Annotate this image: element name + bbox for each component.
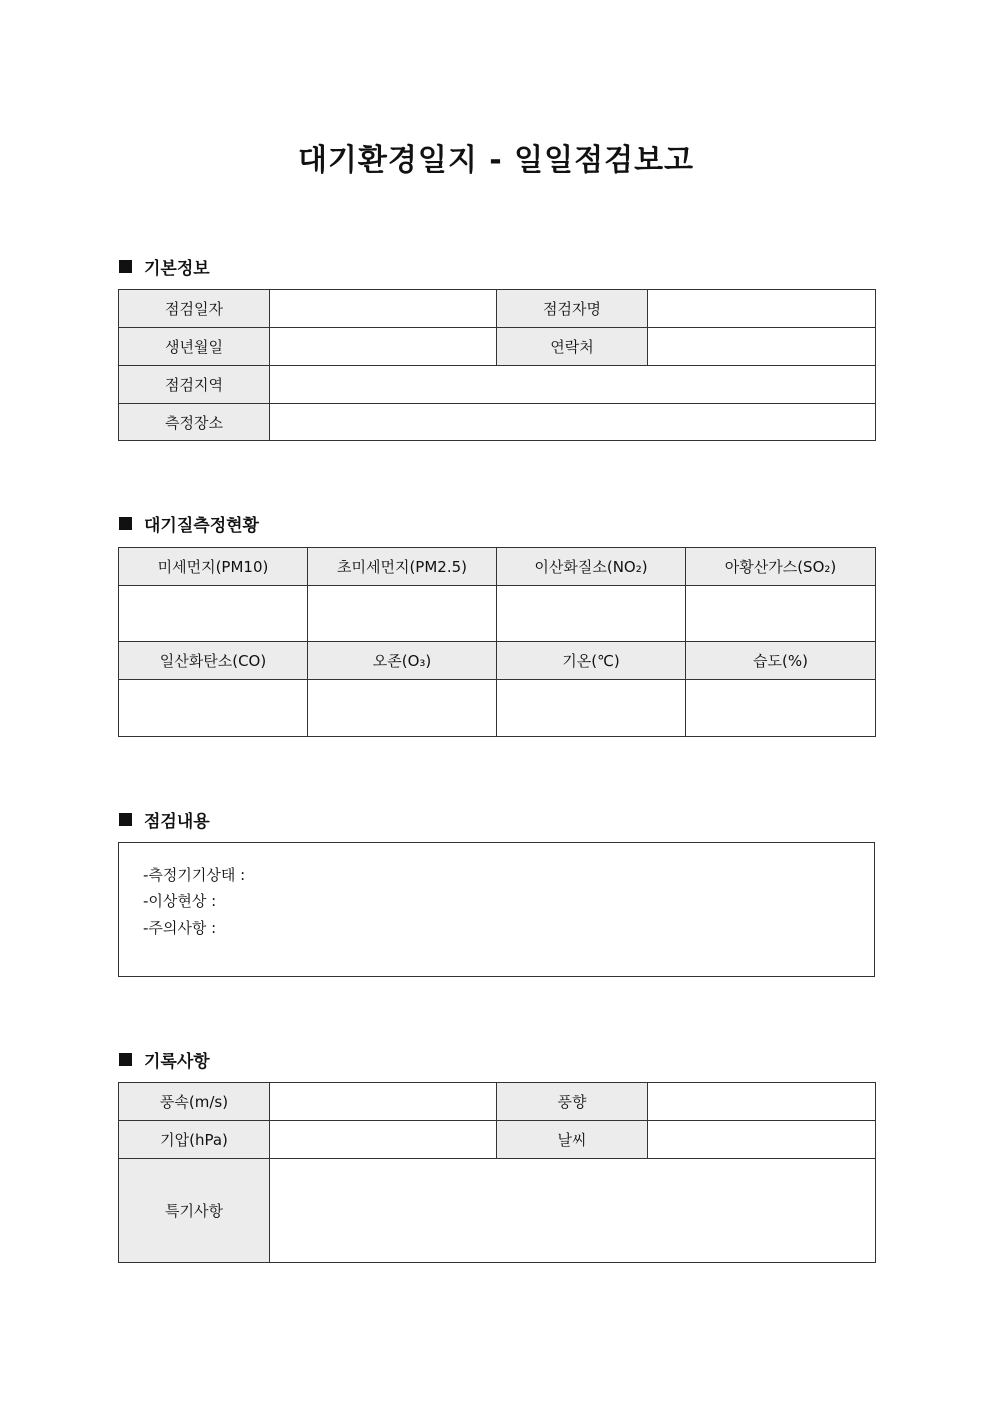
wind-speed-field[interactable] <box>270 1083 497 1121</box>
remarks-label: 특기사항 <box>119 1159 270 1263</box>
pressure-field[interactable] <box>270 1121 497 1159</box>
humidity-label: 습도(%) <box>686 642 876 680</box>
so2-label: 아황산가스(SO₂) <box>686 548 876 586</box>
o3-label: 오존(O₃) <box>308 642 497 680</box>
equipment-status-line: -측정기기상태 : <box>143 866 246 884</box>
weather-field[interactable] <box>648 1121 876 1159</box>
pm25-label: 초미세먼지(PM2.5) <box>308 548 497 586</box>
square-bullet-icon <box>119 260 132 273</box>
square-bullet-icon <box>119 1053 132 1066</box>
region-field[interactable] <box>270 366 876 404</box>
section-basic-info <box>119 254 210 279</box>
pm10-label: 미세먼지(PM10) <box>119 548 308 586</box>
wind-direction-field[interactable] <box>648 1083 876 1121</box>
pm25-field[interactable] <box>308 586 497 642</box>
records-table <box>118 1082 876 1263</box>
page-title: 대기환경일지 - 일일점검보고 <box>297 143 695 178</box>
co-field[interactable] <box>119 680 308 737</box>
inspection-date-label: 점검일자 <box>119 290 270 328</box>
weather-label: 날씨 <box>497 1121 648 1159</box>
inspector-label: 점검자명 <box>497 290 648 328</box>
co-label: 일산화탄소(CO) <box>119 642 308 680</box>
site-label: 측정장소 <box>119 404 270 441</box>
birth-date-label: 생년월일 <box>119 328 270 366</box>
wind-speed-label: 풍속(m/s) <box>119 1083 270 1121</box>
no2-label: 이산화질소(NO₂) <box>497 548 686 586</box>
o3-field[interactable] <box>308 680 497 737</box>
section-records <box>119 1047 210 1072</box>
remarks-field[interactable] <box>270 1159 876 1263</box>
section-air-quality <box>119 511 259 536</box>
section-heading: 대기질측정현황 <box>144 516 259 536</box>
section-heading: 기록사항 <box>144 1052 210 1072</box>
temperature-field[interactable] <box>497 680 686 737</box>
inspection-notes-box[interactable] <box>118 842 875 977</box>
pm10-field[interactable] <box>119 586 308 642</box>
caution-line: -주의사항 : <box>143 919 217 937</box>
section-heading: 기본정보 <box>144 259 210 279</box>
contact-label: 연락처 <box>497 328 648 366</box>
air-quality-table <box>118 547 876 737</box>
temperature-label: 기온(℃) <box>497 642 686 680</box>
square-bullet-icon <box>119 813 132 826</box>
so2-field[interactable] <box>686 586 876 642</box>
region-label: 점검지역 <box>119 366 270 404</box>
site-field[interactable] <box>270 404 876 441</box>
humidity-field[interactable] <box>686 680 876 737</box>
basic-info-table <box>118 289 876 441</box>
anomaly-line: -이상현상 : <box>143 892 217 910</box>
contact-field[interactable] <box>648 328 876 366</box>
inspection-date-field[interactable] <box>270 290 497 328</box>
section-heading: 점검내용 <box>144 812 210 832</box>
no2-field[interactable] <box>497 586 686 642</box>
inspector-field[interactable] <box>648 290 876 328</box>
section-inspection <box>119 807 210 832</box>
wind-direction-label: 풍향 <box>497 1083 648 1121</box>
pressure-label: 기압(hPa) <box>119 1121 270 1159</box>
square-bullet-icon <box>119 517 132 530</box>
birth-date-field[interactable] <box>270 328 497 366</box>
